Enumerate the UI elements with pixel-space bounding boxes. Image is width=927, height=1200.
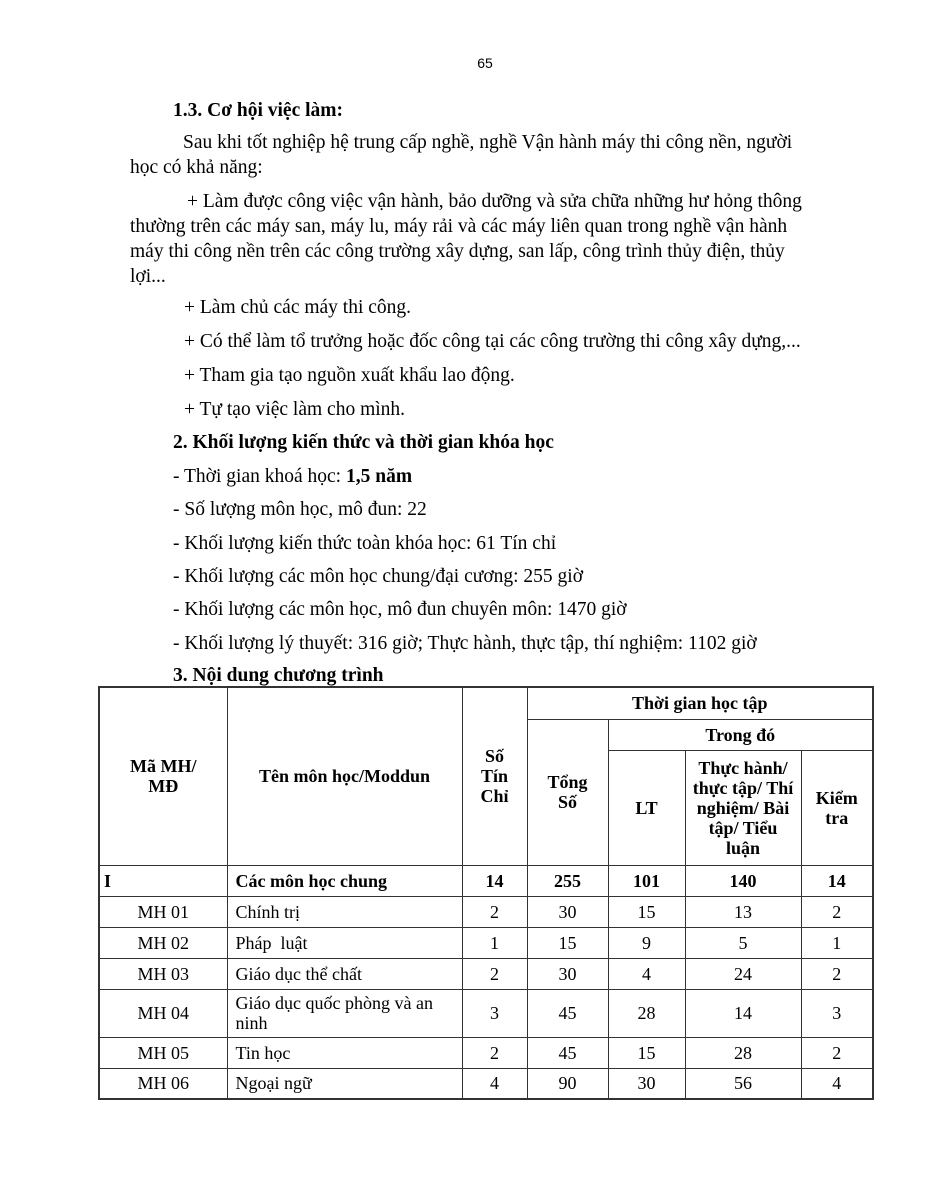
info-item: - Số lượng môn học, mô đun: 22 (173, 499, 427, 520)
intro-text: Sau khi tốt nghiệp hệ trung cấp nghề, nghề Vận hành máy thi công nền, người (183, 132, 793, 153)
header-practice: Thực hành/ thực tập/ Thí nghiệm/ Bài tập/ Tiểu luận (685, 750, 801, 865)
table-row (99, 1068, 873, 1099)
row-total: 45 (527, 1037, 608, 1068)
row-credits: 4 (462, 1068, 527, 1099)
row-exam: 2 (801, 958, 873, 989)
row-practice: 28 (685, 1037, 801, 1068)
row-exam: 3 (801, 989, 873, 1037)
curriculum-table (98, 686, 874, 1100)
row-practice: 24 (685, 958, 801, 989)
row-code: MH 04 (99, 989, 227, 1037)
bullet-item: + Tự tạo việc làm cho mình. (184, 399, 406, 420)
row-name: Pháp luật (227, 927, 462, 958)
header-code: Mã MH/ MĐ (99, 687, 227, 865)
group-name: Các môn học chung (227, 865, 462, 896)
header-exam: Kiểm tra (801, 750, 873, 865)
row-name: Giáo dục thể chất (227, 958, 462, 989)
row-code: MH 05 (99, 1037, 227, 1068)
info-item: - Khối lượng các môn học, mô đun chuyên môn: 1470 giờ (173, 599, 627, 620)
row-credits: 1 (462, 927, 527, 958)
bullet-item: + Có thể làm tổ trưởng hoặc đốc công tại các công trường thi công xây dựng,... (184, 331, 801, 352)
row-lt: 30 (608, 1068, 685, 1099)
row-lt: 4 (608, 958, 685, 989)
course-duration (173, 465, 412, 489)
bullet-item: + Tham gia tạo nguồn xuất khẩu lao động. (184, 365, 515, 386)
header-study-time: Thời gian học tập (527, 687, 873, 719)
group-credits: 14 (462, 865, 527, 896)
header-subject-name: Tên môn học/Moddun (227, 687, 462, 865)
section-heading-knowledge-volume: 2. Khối lượng kiến thức và thời gian khóa học (173, 432, 554, 453)
row-exam: 4 (801, 1068, 873, 1099)
row-practice: 14 (685, 989, 801, 1037)
info-item: - Khối lượng lý thuyết: 316 giờ; Thực hành, thực tập, thí nghiệm: 1102 giờ (173, 633, 757, 654)
header-credits: Số Tín Chỉ (462, 687, 527, 865)
row-practice: 56 (685, 1068, 801, 1099)
row-code: MH 01 (99, 896, 227, 927)
bullet-item-cont: thường trên các máy san, máy lu, máy rải và các máy liên quan trong nghề vận hành (130, 216, 788, 237)
section-heading-program-content: 3. Nội dung chương trình (173, 665, 384, 686)
bullet-item-cont: máy thi công nền trên các công trường xây dựng, san lấp, công trình thủy điện, thủy (130, 241, 785, 262)
table-row (99, 958, 873, 989)
table-row (99, 927, 873, 958)
row-lt: 15 (608, 896, 685, 927)
table-group-row (99, 865, 873, 896)
row-name: Tin học (227, 1037, 462, 1068)
table-row (99, 1037, 873, 1068)
row-total: 30 (527, 958, 608, 989)
header-total: Tổng Số (527, 719, 608, 865)
row-total: 45 (527, 989, 608, 1037)
row-credits: 3 (462, 989, 527, 1037)
row-practice: 13 (685, 896, 801, 927)
row-exam: 2 (801, 1037, 873, 1068)
info-item: - Khối lượng kiến thức toàn khóa học: 61 Tín chỉ (173, 533, 557, 554)
course-duration-value: 1,5 năm (345, 466, 413, 487)
row-total: 15 (527, 927, 608, 958)
row-credits: 2 (462, 1037, 527, 1068)
row-exam: 1 (801, 927, 873, 958)
row-lt: 9 (608, 927, 685, 958)
row-total: 30 (527, 896, 608, 927)
header-of-which: Trong đó (608, 719, 873, 750)
row-practice: 5 (685, 927, 801, 958)
table-row (99, 989, 873, 1037)
row-exam: 2 (801, 896, 873, 927)
group-exam: 14 (801, 865, 873, 896)
row-name: Chính trị (227, 896, 462, 927)
row-code: MH 03 (99, 958, 227, 989)
row-credits: 2 (462, 958, 527, 989)
row-credits: 2 (462, 896, 527, 927)
header-lt: LT (608, 750, 685, 865)
bullet-item-cont: lợi... (130, 266, 166, 287)
section-heading-job-opportunities: 1.3. Cơ hội việc làm: (173, 100, 344, 121)
row-code: MH 06 (99, 1068, 227, 1099)
group-practice: 140 (685, 865, 801, 896)
row-code: MH 02 (99, 927, 227, 958)
group-code: I (99, 865, 227, 896)
page-number: 65 (477, 55, 493, 71)
table-row (99, 896, 873, 927)
row-name: Giáo dục quốc phòng và an ninh (227, 989, 462, 1037)
row-lt: 28 (608, 989, 685, 1037)
row-name: Ngoại ngữ (227, 1068, 462, 1099)
intro-text-cont: học có khả năng: (130, 157, 263, 178)
row-lt: 15 (608, 1037, 685, 1068)
course-duration-label: - Thời gian khoá học: (173, 466, 346, 487)
group-lt: 101 (608, 865, 685, 896)
row-total: 90 (527, 1068, 608, 1099)
bullet-item: + Làm được công việc vận hành, bảo dưỡng và sửa chữa những hư hỏng thông (187, 191, 802, 212)
info-item: - Khối lượng các môn học chung/đại cương: 255 giờ (173, 566, 584, 587)
group-total: 255 (527, 865, 608, 896)
bullet-item: + Làm chủ các máy thi công. (184, 297, 412, 318)
